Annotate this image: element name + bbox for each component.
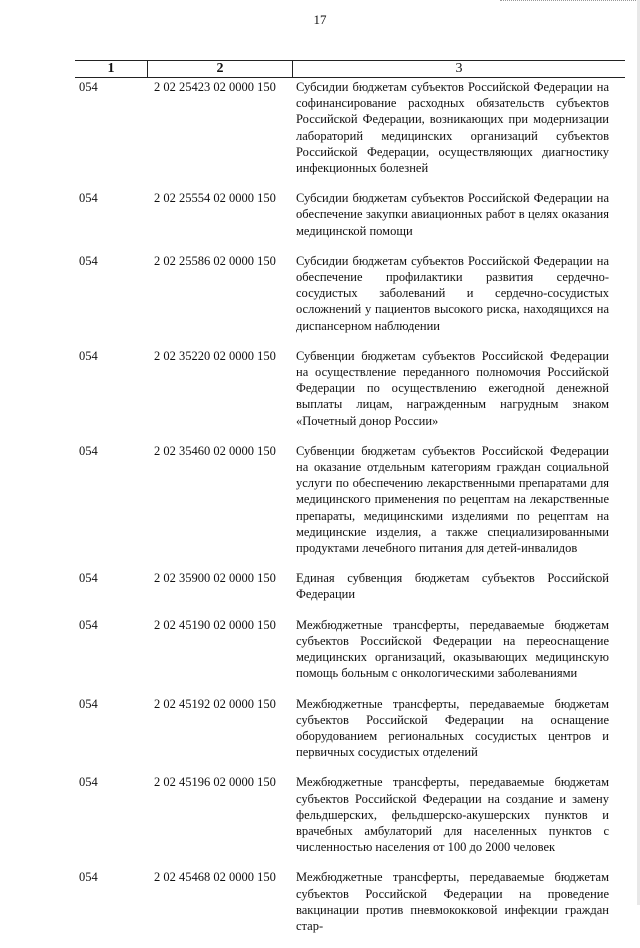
agency-code: 054	[79, 443, 98, 458]
page-number: 17	[313, 12, 327, 27]
table-row	[79, 79, 609, 176]
revenue-description: Межбюджетные трансферты, передаваемые бюджетам субъектов Российской Федерации на переоснащение медицинских организаций, оказывающих медицинскую помощь больным с онкологическими заболеваниями	[296, 617, 609, 681]
table-row	[79, 869, 609, 934]
table-row	[79, 348, 609, 429]
table-row	[79, 570, 609, 602]
table-row	[79, 190, 609, 239]
budget-classification-code: 2 02 45196 02 0000 150	[154, 775, 276, 790]
header-col-2: 2	[148, 61, 293, 77]
table-row	[79, 617, 609, 682]
table-row	[79, 253, 609, 334]
table-row	[79, 443, 609, 556]
budget-classification-code: 2 02 45468 02 0000 150	[154, 870, 276, 885]
table-body	[79, 79, 609, 948]
revenue-description: Субсидии бюджетам субъектов Российской Федерации на софинансирование расходных обязательств субъектов Российской Федерации, возникающих при модернизации лабораторий медицинских организаций субъектов Российской Федерации, осуществляющих диагностику инфекционных болезней	[296, 80, 609, 176]
revenue-description: Межбюджетные трансферты, передаваемые бюджетам субъектов Российской Федерации на проведение вакцинации против пневмококковой инфекции граждан стар-	[296, 870, 609, 933]
budget-classification-code: 2 02 35220 02 0000 150	[154, 348, 276, 363]
revenue-description: Субсидии бюджетам субъектов Российской Федерации на обеспечение профилактики развития сердечно-сосудистых заболеваний и сердечно-сосудистых осложнений у пациентов высокого риска, находящихся на диспансерном наблюдении	[296, 253, 609, 333]
agency-code: 054	[79, 571, 98, 586]
agency-code: 054	[79, 775, 98, 790]
table-row	[79, 774, 609, 855]
agency-code: 054	[79, 696, 98, 711]
scan-top-rule	[500, 0, 640, 3]
agency-code: 054	[79, 348, 98, 363]
budget-classification-code: 2 02 25423 02 0000 150	[154, 80, 276, 94]
agency-code: 054	[79, 253, 98, 268]
table-row	[79, 696, 609, 761]
revenue-description: Межбюджетные трансферты, передаваемые бюджетам субъектов Российской Федерации на оснащение оборудованием региональных сосудистых центров и первичных сосудистых отделений	[296, 696, 609, 760]
revenue-description: Межбюджетные трансферты, передаваемые бюджетам субъектов Российской Федерации на создание и замену фельдшерских, фельдшерско-акушерских пунктов и врачебных амбулаторий для населенных пунктов с численностью населения от 100 до 2000 человек	[296, 775, 609, 855]
budget-classification-code: 2 02 35900 02 0000 150	[154, 571, 276, 586]
header-col-3: 3	[455, 61, 463, 76]
revenue-description: Субсидии бюджетам субъектов Российской Федерации на обеспечение закупки авиационных работ в целях оказания медицинской помощи	[296, 191, 609, 238]
agency-code: 054	[79, 191, 98, 206]
revenue-description: Субвенции бюджетам субъектов Российской Федерации на осуществление переданного полномочия Российской Федерации по осуществлению ежегодной денежной выплаты лицам, награжденным нагрудным знаком «Почетный донор России»	[296, 348, 609, 428]
revenue-description: Субвенции бюджетам субъектов Российской Федерации на оказание отдельным категориям граждан социальной услуги по обеспечению лекарственными препаратами для медицинского применения по рецептам на лекарственные препараты, медицинскими изделиями по рецептам на медицинские изделия, а также специализированными продуктами лечебного питания для детей-инвалидов	[296, 443, 609, 556]
budget-classification-code: 2 02 35460 02 0000 150	[154, 443, 276, 458]
agency-code: 054	[79, 870, 98, 885]
budget-classification-code: 2 02 45192 02 0000 150	[154, 696, 276, 711]
table-header	[75, 60, 625, 78]
budget-classification-code: 2 02 45190 02 0000 150	[154, 617, 276, 632]
budget-classification-code: 2 02 25554 02 0000 150	[154, 191, 276, 206]
agency-code: 054	[79, 617, 98, 632]
revenue-description: Единая субвенция бюджетам субъектов Российской Федерации	[296, 571, 609, 602]
budget-classification-code: 2 02 25586 02 0000 150	[154, 253, 276, 268]
agency-code: 054	[79, 80, 98, 94]
header-col-1: 1	[75, 61, 148, 77]
